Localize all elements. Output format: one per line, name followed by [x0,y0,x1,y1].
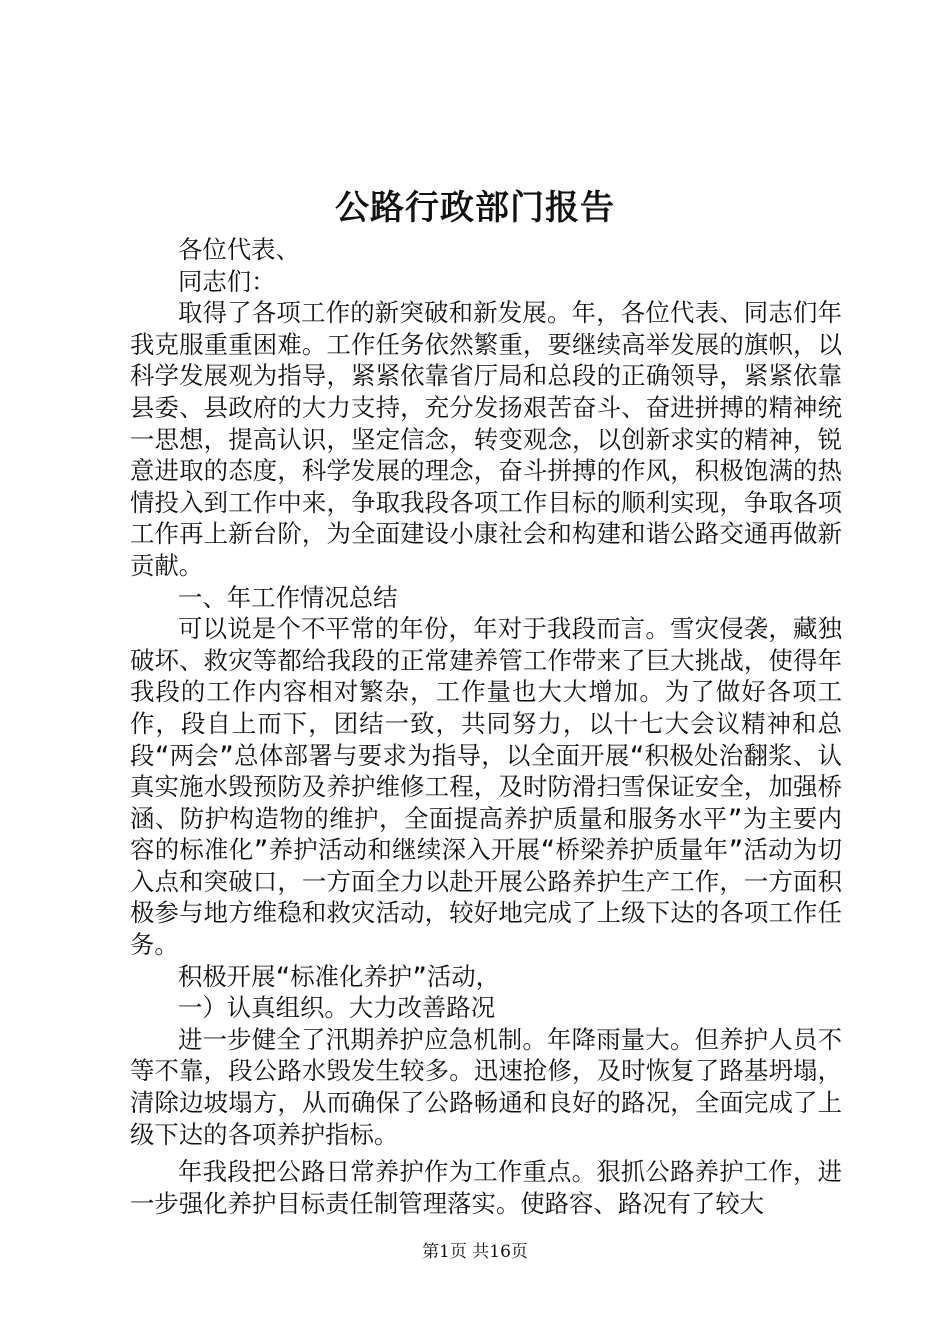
subsection-heading-2: 一）认真组织。大力改善路况 [178,993,496,1023]
paragraph-intro: 取得了各项工作的新突破和新发展。年，各位代表、同志们年我克服重重困难。工作任务依然繁重，要继续高举发展的旗帜，以科学发展观为指导，紧紧依靠省厅局和总段的正确领导，紧紧依靠县委、县政府的大力支持，充分发扬艰苦奋斗、奋进拼搏的精神统一思想，提高认识，坚定信念，转变观念，以创新求实的精神，锐意进取的态度，科学发展的理念，奋斗拼搏的作风，积极饱满的热情投入到工作中来，争取我段各项工作目标的顺利实现，争取各项工作再上新台阶，为全面建设小康社会和构建和谐公路交通再做新贡献。 [130,298,842,580]
subsection-heading-1: 积极开展“标准化养护”活动， [178,961,501,991]
paragraph-summary: 可以说是个不平常的年份，年对于我段而言。雪灾侵袭，藏独破坏、救灾等都给我段的正常建养管工作带来了巨大挑战，使得年我段的工作内容相对繁杂，工作量也大大增加。为了做好各项工作，段自上而下，团结一致，共同努力，以十七大会议精神和总段“两会”总体部署与要求为指导，以全面开展“积极处治翻浆、认真实施水毁预防及养护维修工程，及时防滑扫雪保证安全，加强桥涵、防护构造物的维护，全面提高养护质量和服务水平”为主要内容的标准化”养护活动和继续深入开展“桥梁养护质量年”活动为切入点和突破口，一方面全力以赴开展公路养护生产工作，一方面积极参与地方维稳和救灾活动，较好地完成了上级下达的各项工作任务。 [130,614,842,960]
document-title: 公路行政部门报告 [335,188,615,228]
section-heading-1: 一、年工作情况总结 [178,582,398,612]
paragraph-flood-maintenance: 进一步健全了汛期养护应急机制。年降雨量大。但养护人员不等不靠，段公路水毁发生较多。迅速抢修，及时恢复了路基坍塌，清除边坡塌方，从而确保了公路畅通和良好的路况，全面完成了上级下达的各项养护指标。 [130,1024,842,1149]
salutation-line-1: 各位代表、 [178,235,300,264]
salutation-line-2: 同志们： [178,266,276,296]
page-number-footer: 第1页 共16页 [422,1242,528,1262]
document-body [130,234,842,1219]
paragraph-daily-maintenance: 年我段把公路日常养护作为工作重点。狠抓公路养护工作，进一步强化养护目标责任制管理落实。使路容、路况有了较大 [130,1157,842,1218]
